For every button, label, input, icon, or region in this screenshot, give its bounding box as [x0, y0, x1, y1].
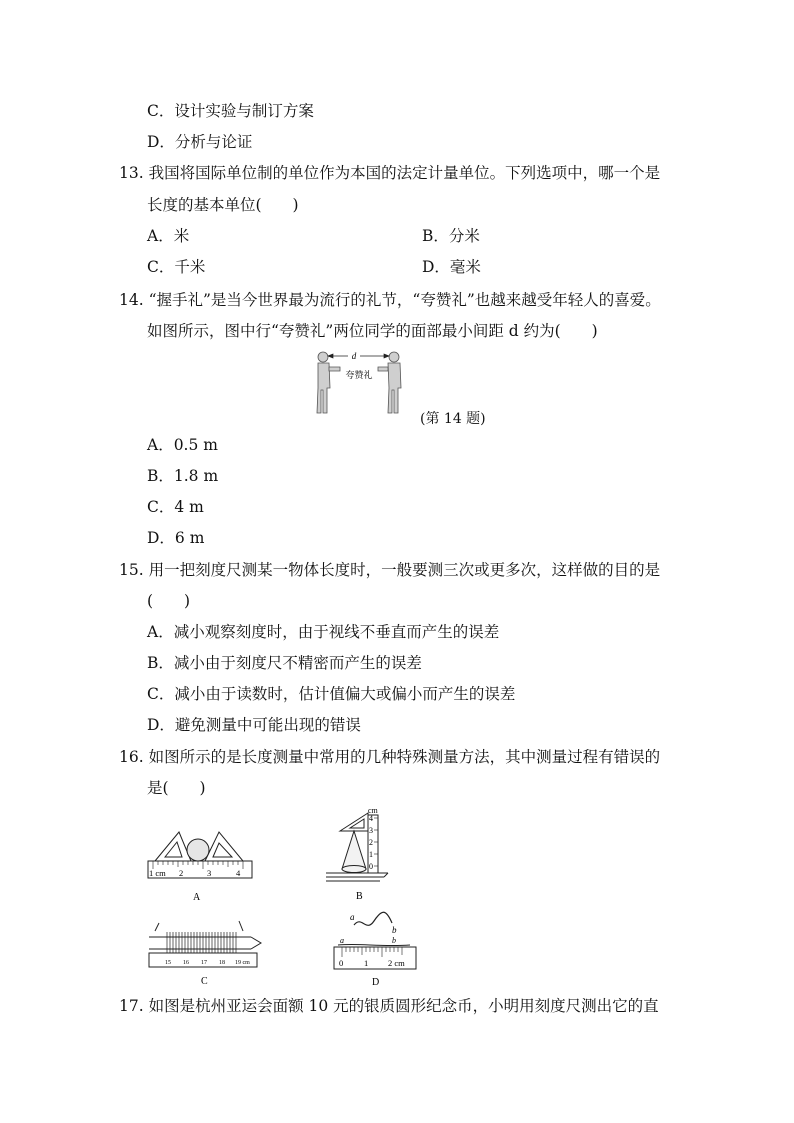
wire-coil [167, 932, 236, 953]
q14-stem-line1: 14. “握手礼”是当今世界最为流行的礼节，“夸赞礼”也越来越受年轻人的喜爱。 [119, 291, 661, 309]
cone [342, 831, 366, 873]
ruler-a-tick-label: 4 [236, 868, 241, 878]
praise-label: 夸赞礼 [345, 370, 373, 380]
ruler-c-tick-label: 15 [165, 960, 171, 966]
ruler-d-tick-label: 1 [364, 958, 369, 968]
q16-figure-a [145, 828, 257, 906]
ball [187, 839, 209, 861]
ruler-b-tick-label: 2 [369, 838, 373, 847]
q15-stem-line1: 15. 用一把刻度尺测某一物体长度时，一般要测三次或更多次，这样做的目的是 [119, 561, 661, 579]
q14-option-d: D．6 m [147, 529, 205, 547]
q16-stem-line2: 是( ) [147, 779, 206, 797]
q15-option-d: D．避免测量中可能出现的错误 [147, 716, 361, 734]
wire-point-b: b [392, 925, 397, 935]
q15-option-c: C．减小由于读数时，估计值偏大或偏小而产生的误差 [147, 685, 516, 703]
set-square [340, 813, 368, 831]
figure-d-label: D [372, 977, 380, 988]
q13-stem-line2: 长度的基本单位( ) [147, 196, 299, 214]
wire-point-a: a [350, 912, 355, 922]
ruler-b-tick-label: 4 [369, 814, 373, 823]
q16-figure-b [322, 803, 396, 905]
ruler-c-tick-label: 17 [201, 960, 207, 966]
ruler-c-tick-label: 18 [219, 960, 225, 966]
ruler-a-tick-label: 1 cm [149, 868, 166, 878]
figure-c-label: C [201, 976, 208, 987]
figure-a-label: A [193, 892, 201, 903]
ruler-a-tick-label: 2 [179, 868, 184, 878]
ruler-c-tick-label: 19 cm [235, 960, 250, 966]
thread-mark-a: a [340, 936, 344, 945]
distance-arrow [328, 354, 389, 358]
q12-option-c: C．设计实验与制订方案 [147, 102, 314, 120]
ruler-d-tick-label: 0 [339, 958, 344, 968]
triangle-right [205, 832, 243, 861]
ruler-b-unit: cm [368, 806, 378, 815]
ruler-d-tick-label: 2 cm [388, 958, 405, 968]
ruler-c-tick-label: 16 [183, 960, 189, 966]
figure-b-label: B [356, 891, 363, 902]
q15-option-a: A．减小观察刻度时，由于视线不垂直而产生的误差 [147, 623, 500, 641]
q14-option-a: A．0.5 m [147, 436, 218, 454]
triangle-left [155, 832, 191, 861]
curved-wire [354, 912, 392, 925]
q16-figure-c [145, 915, 265, 990]
person-right [378, 352, 401, 413]
ruler-b-tick-label: 3 [369, 826, 373, 835]
straight-thread [338, 944, 410, 945]
distance-label: d [351, 351, 357, 361]
q13-option-c: C．千米 [147, 258, 206, 276]
q16-figure-d [330, 905, 422, 993]
ruler-b-tick-label: 0 [369, 862, 373, 871]
q12-option-d: D．分析与论证 [147, 133, 253, 151]
q16-stem-line1: 16. 如图所示的是长度测量中常用的几种特殊测量方法，其中测量过程有错误的 [119, 748, 661, 766]
q14-option-c: C．4 m [147, 498, 204, 516]
q13-option-b: B．分米 [422, 227, 480, 245]
q14-figure [310, 348, 410, 418]
q15-stem-line2: ( ) [147, 592, 191, 610]
q13-stem-line1: 13. 我国将国际单位制的单位作为本国的法定计量单位。下列选项中，哪一个是 [119, 164, 661, 182]
q14-option-b: B．1.8 m [147, 467, 219, 485]
pencil [149, 921, 261, 949]
q14-caption: (第 14 题) [420, 411, 486, 427]
person-left [317, 352, 340, 413]
q17-stem-line1: 17. 如图是杭州亚运会面额 10 元的银质圆形纪念币，小明用刻度尺测出它的直 [119, 997, 659, 1015]
q14-stem-line2: 如图所示，图中行“夸赞礼”两位同学的面部最小间距 d 约为( ) [147, 322, 598, 340]
ruler-a-tick-label: 3 [207, 868, 212, 878]
ruler-b-tick-label: 1 [369, 850, 373, 859]
q13-option-d: D．毫米 [422, 258, 481, 276]
q13-option-a: A．米 [147, 227, 190, 245]
q15-option-b: B．减小由于刻度尺不精密而产生的误差 [147, 654, 422, 672]
thread-mark-b: b [392, 936, 396, 945]
table-surface [326, 873, 388, 881]
